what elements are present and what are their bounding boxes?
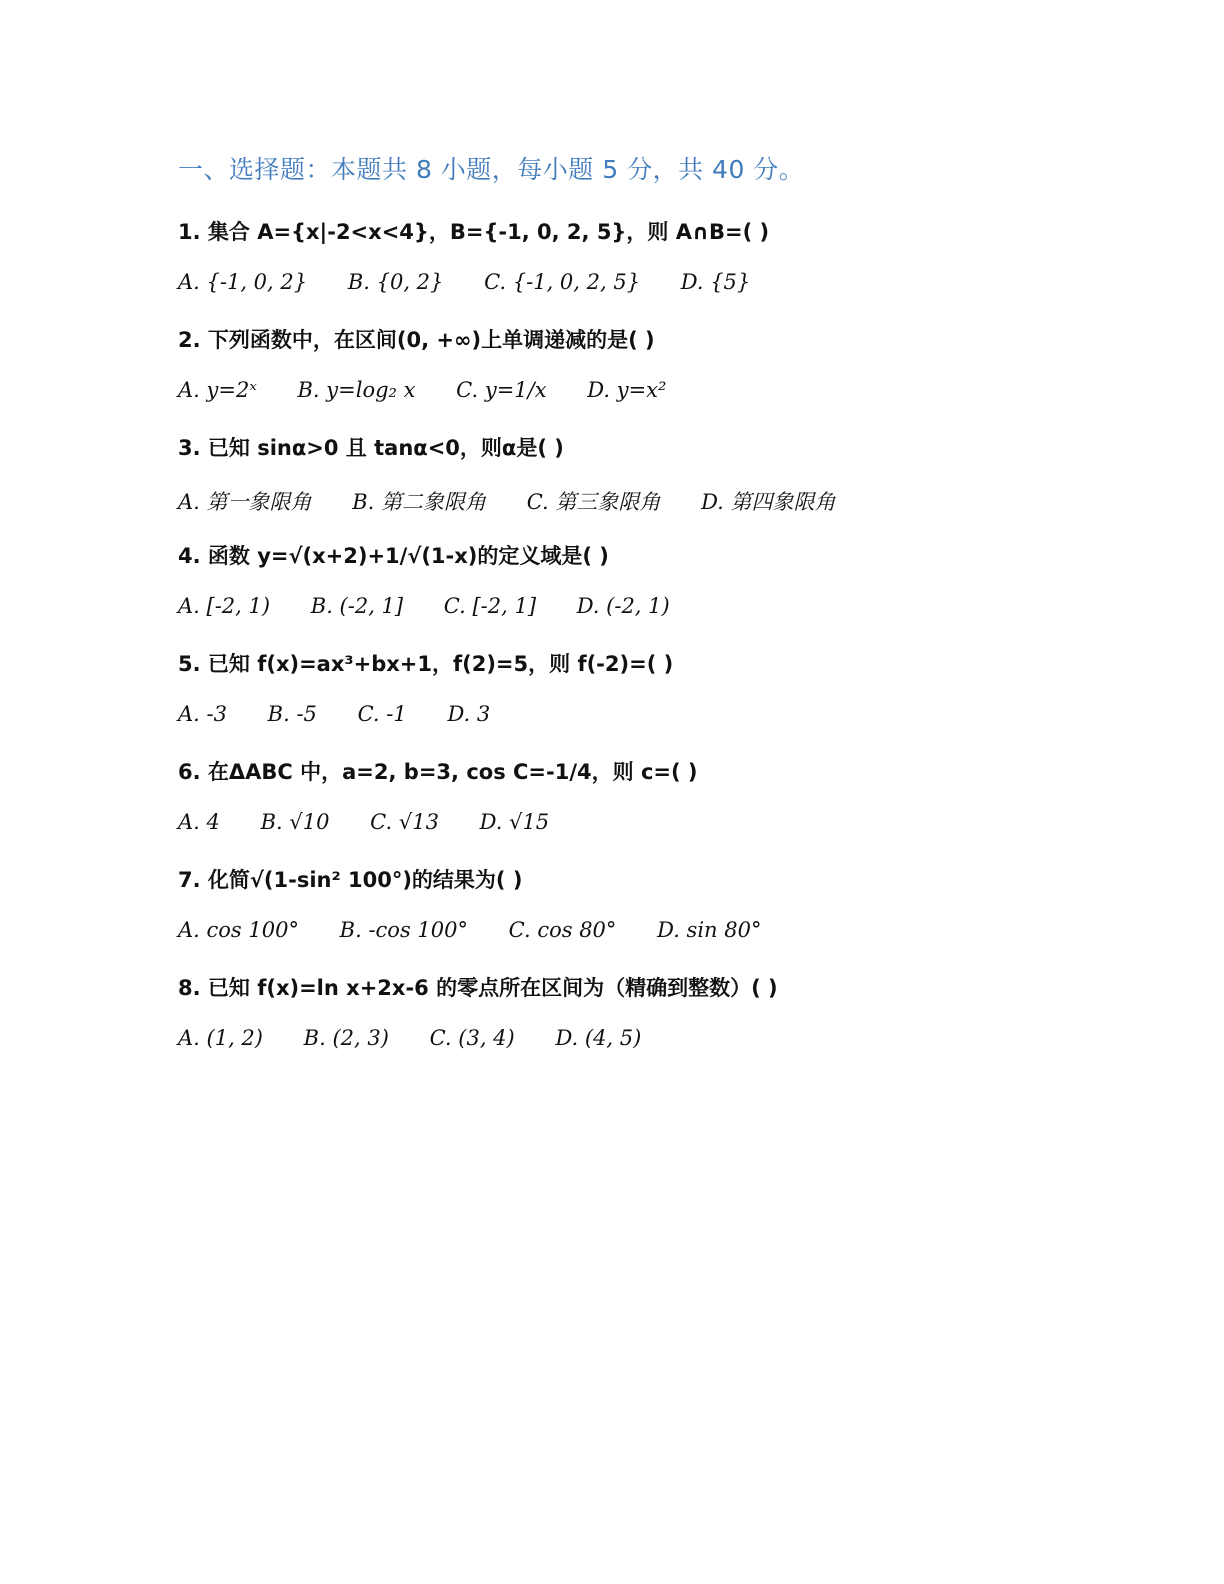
question-6-options bbox=[178, 810, 549, 834]
question-8-options bbox=[178, 1026, 641, 1050]
question-2-stem: 2. 下列函数中，在区间(0, +∞)上单调递减的是( ) bbox=[178, 328, 655, 352]
question-3-option-a: A. 第一象限角 bbox=[178, 490, 312, 514]
question-3-option-c: C. 第三象限角 bbox=[526, 490, 661, 514]
question-1-option-a: A. {-1, 0, 2} bbox=[178, 270, 308, 294]
question-2-option-b: B. y=log₂ x bbox=[297, 378, 416, 402]
question-8-option-d: D. (4, 5) bbox=[555, 1026, 642, 1050]
question-5-options bbox=[178, 702, 490, 726]
question-2-option-d: D. y=x² bbox=[587, 378, 667, 402]
question-1-options bbox=[178, 270, 750, 294]
question-6-option-d: D. √15 bbox=[479, 810, 550, 834]
question-8-option-b: B. (2, 3) bbox=[303, 1026, 389, 1050]
question-6-option-c: C. √13 bbox=[370, 810, 439, 834]
question-6-option-b: B. √10 bbox=[260, 810, 330, 834]
question-2-options bbox=[178, 378, 666, 402]
question-7-option-c: C. cos 80° bbox=[508, 918, 617, 942]
question-2-option-a: A. y=2ˣ bbox=[178, 378, 257, 402]
question-6-stem: 6. 在ΔABC 中，a=2, b=3, cos C=-1/4，则 c=( ) bbox=[178, 760, 698, 784]
question-5-option-a: A. -3 bbox=[178, 702, 227, 726]
question-7-option-b: B. -cos 100° bbox=[339, 918, 468, 942]
question-4-option-c: C. [-2, 1] bbox=[443, 594, 537, 618]
question-7-option-a: A. cos 100° bbox=[178, 918, 299, 942]
question-8-stem: 8. 已知 f(x)=ln x+2x-6 的零点所在区间为（精确到整数）( ) bbox=[178, 976, 778, 1000]
question-4-option-d: D. (-2, 1) bbox=[576, 594, 670, 618]
question-3-options bbox=[178, 486, 836, 516]
question-1-option-d: D. {5} bbox=[680, 270, 751, 294]
question-7-options bbox=[178, 918, 761, 942]
question-4-options bbox=[178, 594, 670, 618]
question-3-option-b: B. 第二象限角 bbox=[352, 490, 487, 514]
question-1-option-b: B. {0, 2} bbox=[347, 270, 444, 294]
question-5-option-d: D. 3 bbox=[447, 702, 491, 726]
section-title: 一、选择题：本题共 8 小题，每小题 5 分，共 40 分。 bbox=[178, 155, 805, 184]
question-4-option-b: B. (-2, 1] bbox=[310, 594, 404, 618]
question-2-option-c: C. y=1/x bbox=[456, 378, 547, 402]
question-5-option-b: B. -5 bbox=[267, 702, 317, 726]
question-5-stem: 5. 已知 f(x)=ax³+bx+1，f(2)=5，则 f(-2)=( ) bbox=[178, 652, 674, 676]
question-4-stem: 4. 函数 y=√(x+2)+1/√(1-x)的定义域是( ) bbox=[178, 544, 609, 568]
question-6-option-a: A. 4 bbox=[178, 810, 220, 834]
question-5-option-c: C. -1 bbox=[357, 702, 407, 726]
question-7-option-d: D. sin 80° bbox=[657, 918, 762, 942]
question-7-stem: 7. 化简√(1-sin² 100°)的结果为( ) bbox=[178, 868, 523, 892]
question-3-stem: 3. 已知 sinα>0 且 tanα<0，则α是( ) bbox=[178, 436, 564, 460]
question-1-stem: 1. 集合 A={x|-2<x<4}，B={-1, 0, 2, 5}，则 A∩B=( ) bbox=[178, 220, 770, 244]
question-3-option-d: D. 第四象限角 bbox=[701, 490, 836, 514]
question-4-option-a: A. [-2, 1) bbox=[178, 594, 271, 618]
question-8-option-c: C. (3, 4) bbox=[429, 1026, 515, 1050]
question-1-option-c: C. {-1, 0, 2, 5} bbox=[484, 270, 641, 294]
question-8-option-a: A. (1, 2) bbox=[178, 1026, 263, 1050]
